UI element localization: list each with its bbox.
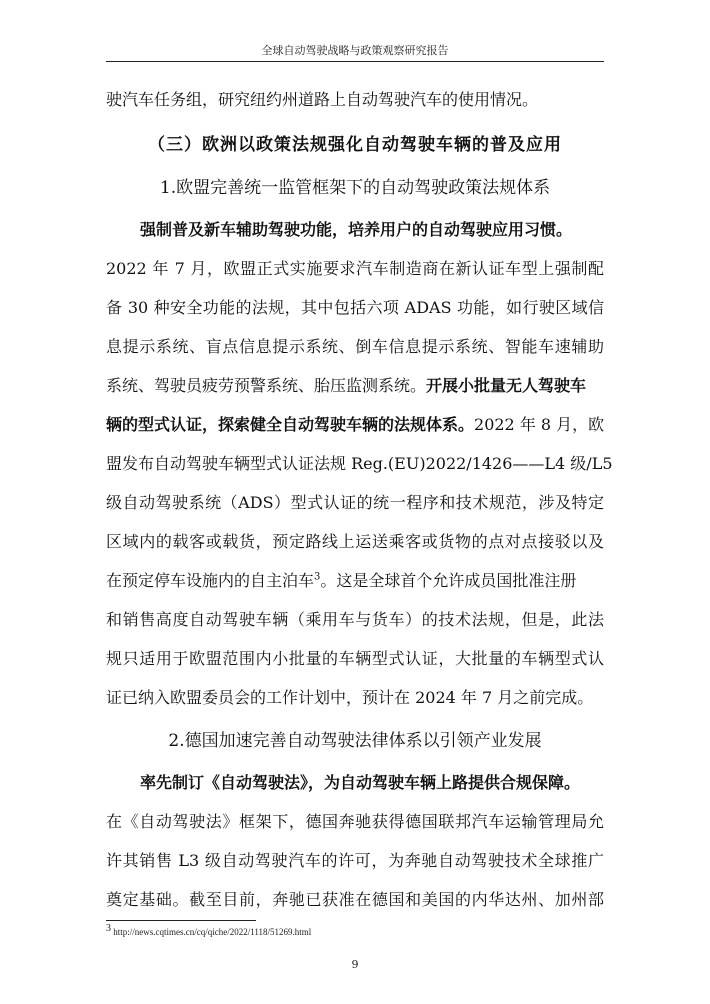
paragraph-line: 规只适用于欧盟范围内小批量的车辆型式认证，大批量的车辆型式认 [106,649,604,668]
paragraph-line: 区域内的载客或载货，预定路线上运送乘客或货物的点对点接驳以及 [106,532,604,551]
paragraph-line [106,415,604,435]
bold-lead-sentence: 开展小批量无人驾驶车 [426,376,587,395]
paragraph-line: 证已纳入欧盟委员会的工作计划中，预计在 2024 年 7 月之前完成。 [106,688,594,707]
paragraph-line: 在《自动驾驶法》框架下，德国奔驰获得德国联邦汽车运输管理局允 [106,812,604,831]
paragraph-line: 奠定基础。截至目前，奔驰已获准在德国和美国的内华达州、加州部 [106,890,604,909]
bold-lead-sentence: 辆的型式认证，探索健全自动驾驶车辆的法规体系。 [106,415,475,434]
running-header-title: 全球自动驾驶战略与政策观察研究报告 [261,44,449,57]
paragraph-line: 许其销售 L3 级自动驾驶汽车的许可，为奔驰自动驾驶技术全球推广 [106,851,604,870]
paragraph-line [106,571,604,591]
footnote-rule [106,920,256,921]
header-rule [106,61,604,62]
subsection-heading: 2.德国加速完善自动驾驶法律体系以引领产业发展 [168,731,542,751]
paragraph-line: 息提示系统、盲点信息提示系统、倒车信息提示系统、智能车速辅助 [106,337,604,356]
footnote-url[interactable]: http://news.cqtimes.cn/cq/qiche/2022/1118/51269.html [113,927,312,937]
paragraph-line: 级自动驾驶系统（ADS）型式认证的统一程序和技术规范，涉及特定 [106,493,604,512]
footnote-mark: 3 [106,923,111,934]
page-number: 9 [351,958,359,971]
line-text: 在预定停车设施内的自主泊车 [106,571,315,590]
bold-lead-sentence: 强制普及新车辅助驾驶功能，培养用户的自动驾驶应用习惯。 [140,220,573,239]
paragraph-line: 驶汽车任务组，研究纽约州道路上自动驾驶汽车的使用情况。 [106,90,539,109]
line-text: 系统、驾驶员疲劳预警系统、胎压监测系统。 [106,376,427,395]
paragraph-line: 盟发布自动驾驶车辆型式认证法规 Reg.(EU)2022/1426——L4 级/L5 [106,454,613,473]
paragraph-line: 2022 年 7 月，欧盟正式实施要求汽车制造商在新认证车型上强制配 [106,259,604,278]
subsection-heading: 1.欧盟完善统一监管框架下的自动驾驶政策法规体系 [159,178,551,198]
line-text: 。这是全球首个允许成员国批准注册 [320,571,577,590]
bold-lead-sentence: 率先制订《自动驾驶法》，为自动驾驶车辆上路提供合规保障。 [140,773,581,792]
footnote [106,923,312,937]
paragraph-line: 和销售高度自动驾驶车辆（乘用车与货车）的技术法规，但是，此法 [106,610,604,629]
paragraph-line [106,376,604,396]
line-text: 2022 年 8 月，欧 [474,415,605,434]
paragraph-line: 备 30 种安全功能的法规，其中包括六项 ADAS 功能，如行驶区域信 [106,298,604,317]
footnote-reference[interactable]: 3 [314,571,321,583]
section-heading: （三）欧洲以政策法规强化自动驾驶车辆的普及应用 [148,135,562,155]
